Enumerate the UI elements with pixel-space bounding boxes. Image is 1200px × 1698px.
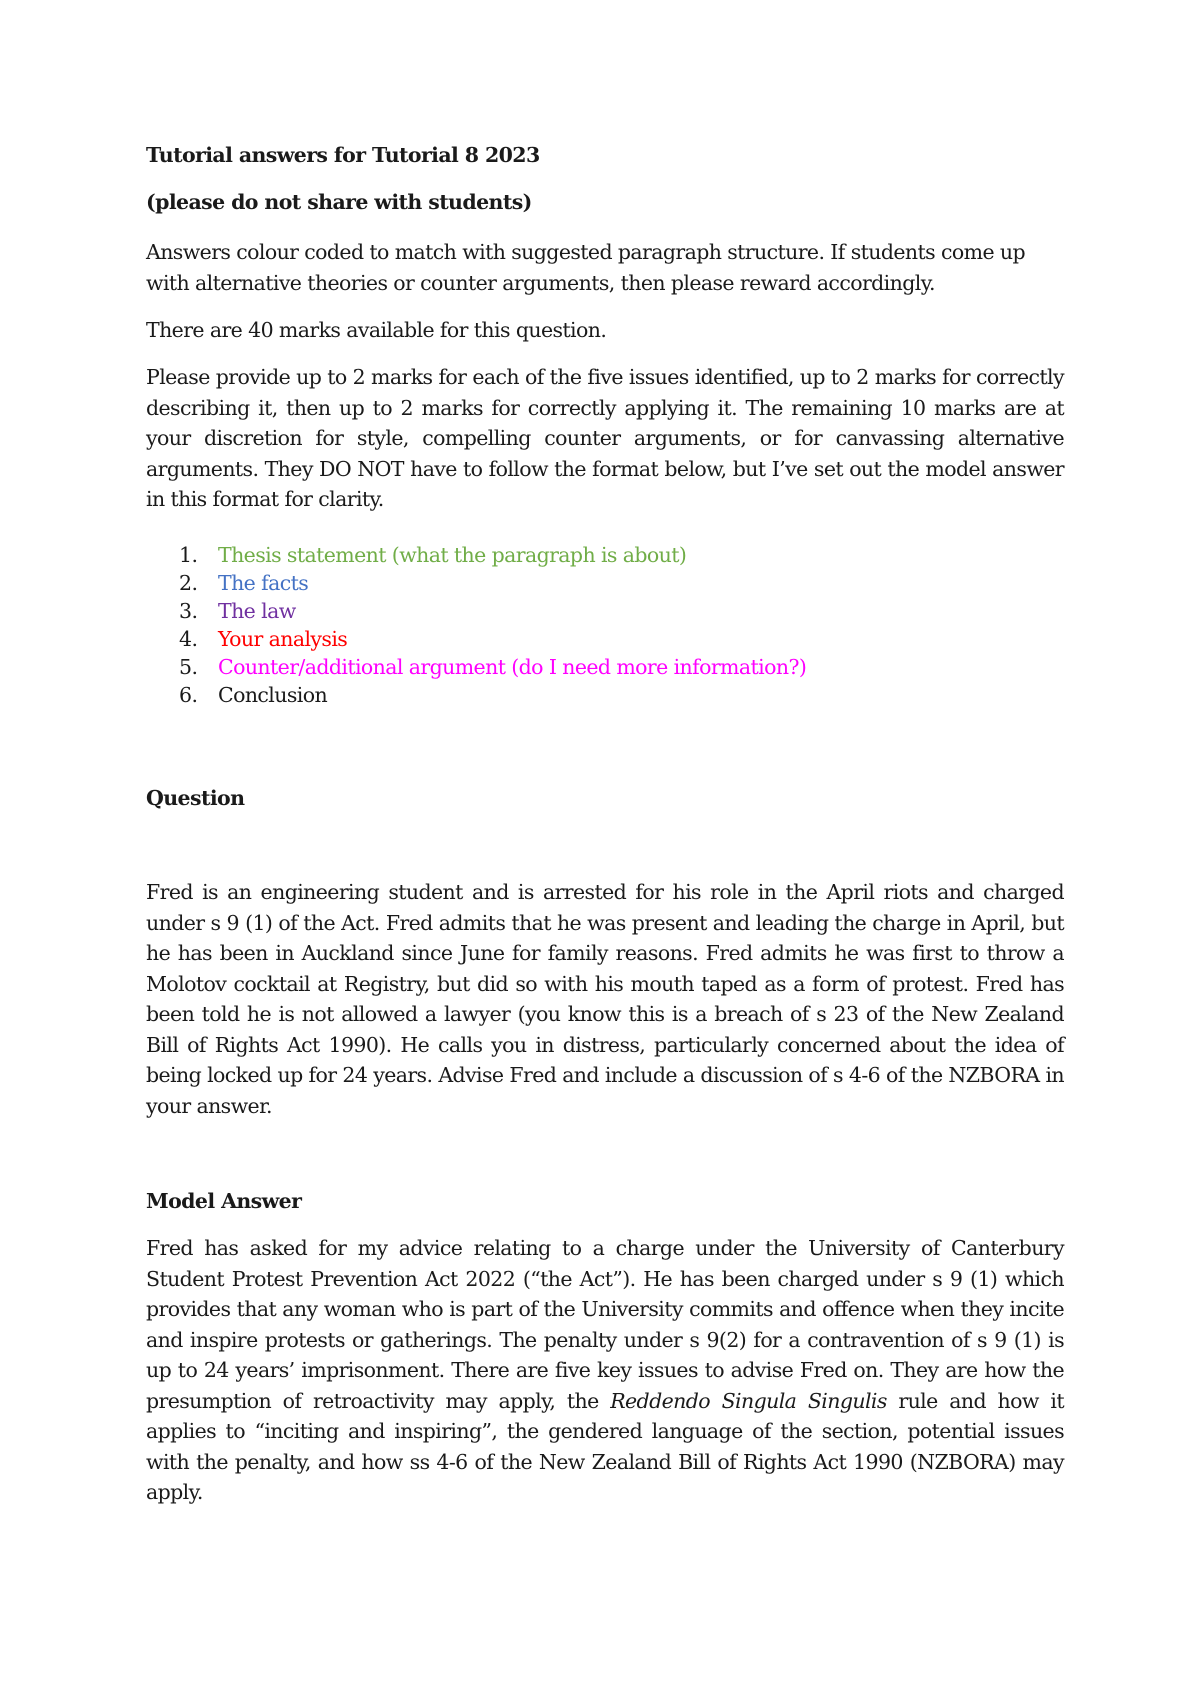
structure-item-label: Counter/additional argument (do I need more information?) (218, 655, 807, 679)
structure-item-label: The facts (218, 571, 309, 595)
question-text: Fred is an engineering student and is arrested for his role in the April riots and charged under s 9 (1) of the Act. Fred admits that he was present and leading the charge in April, but he has been in Auckland since June for family reasons. Fred admits he was first to throw a Molotov cocktail at Registry, but did so with his mouth taped as a form of protest. Fred has been told he is not allowed a lawyer (you know this is a breach of s 23 of the New Zealand Bill of Rights Act 1990). He calls you in distress, particularly concerned about the idea of being locked up for 24 years. Advise Fred and include a discussion of s 4-6 of the NZBORA in your answer. (146, 880, 1064, 1118)
document-title: Tutorial answers for Tutorial 8 2023 (146, 143, 540, 167)
structure-item-facts (146, 569, 806, 597)
structure-item-number: 4. (179, 627, 198, 651)
structure-item-counter-argument (146, 653, 806, 681)
model-answer-text-part-2: rule and how it applies to “inciting and inspiring”, the gendered language of the section, potential issues with the penalty, and how ss 4-6 of the New Zealand Bill of Rights Act 1990 (NZBORA) may apply. (146, 1388, 1064, 1504)
structure-item-number: 2. (179, 571, 198, 595)
paragraph-structure-list (146, 541, 806, 709)
structure-item-label: The law (218, 599, 296, 623)
structure-item-law (146, 597, 806, 625)
structure-item-analysis (146, 625, 806, 653)
intro-paragraph-marking-guide: Please provide up to 2 marks for each of the five issues identified, up to 2 marks for correctly describing it, then up to 2 marks for correctly applying it. The remaining 10 marks are at your discretion for style, compelling counter arguments, or for canvassing alternative arguments. They DO NOT have to follow the format below, but I’ve set out the model answer in this format for clarity. (146, 365, 1064, 511)
structure-item-thesis (146, 541, 806, 569)
model-answer-text-part-1: Fred has asked for my advice relating to a charge under the University of Canterbury Student Protest Prevention Act 2022 (“the Act”). He has been charged under s 9 (1) which provides that any woman who is part of the University commits and offence when they incite and inspire protests or gatherings. The penalty under s 9(2) for a contravention of s 9 (1) is up to 24 years’ imprisonment. There are five key issues to advise Fred on. They are how the presumption of retroactivity may apply, the (146, 1236, 1064, 1413)
model-answer-rule-name: Reddendo Singula Singulis (610, 1388, 887, 1413)
structure-item-label: Thesis statement (what the paragraph is about) (218, 543, 687, 567)
structure-item-number: 1. (179, 543, 198, 567)
structure-item-number: 5. (179, 655, 198, 679)
intro-paragraph-marks-available: There are 40 marks available for this question. (146, 318, 607, 342)
structure-item-conclusion (146, 681, 806, 709)
structure-item-number: 6. (179, 683, 198, 707)
model-answer-heading: Model Answer (146, 1189, 302, 1213)
document-subtitle: (please do not share with students) (146, 190, 532, 214)
model-answer-text (146, 1233, 1064, 1508)
structure-item-number: 3. (179, 599, 198, 623)
question-heading: Question (146, 786, 245, 810)
intro-paragraph-colour-coding: Answers colour coded to match with suggested paragraph structure. If students come up with alternative theories or counter arguments, then please reward accordingly. (146, 240, 1026, 295)
structure-item-label: Your analysis (218, 627, 348, 651)
structure-item-label: Conclusion (218, 683, 328, 707)
